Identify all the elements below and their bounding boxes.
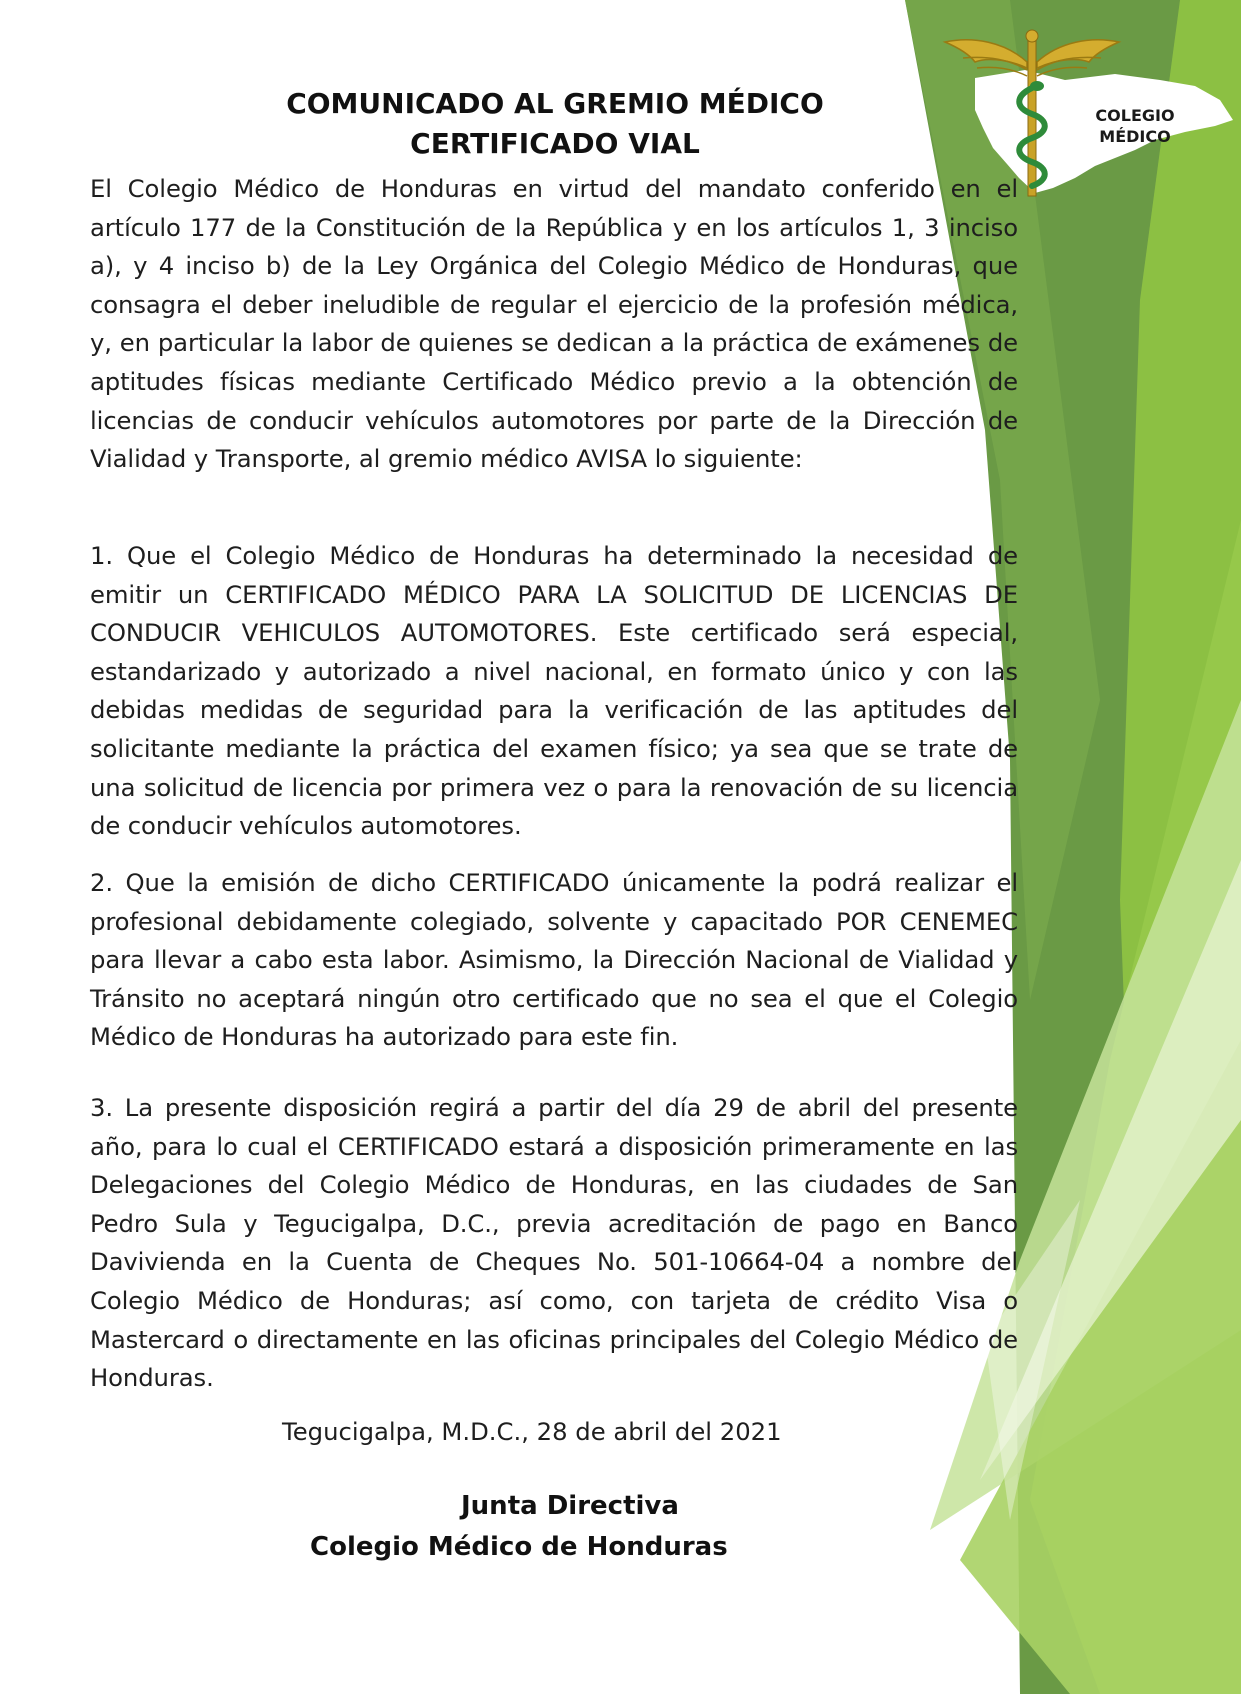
point-2-paragraph: 2. Que la emisión de dicho CERTIFICADO únicamente la podrá realizar el profesional debidamente colegiado, solvente y capacitado POR CENEMEC para llevar a cabo esta labor. Asimismo, la Dirección Nacional de Vialidad y Tránsito no aceptará ningún otro certificado que no sea el que el Colegio Médico de Honduras ha autorizado para este fin. bbox=[90, 868, 1018, 1052]
page-subtitle: CERTIFICADO VIAL bbox=[410, 127, 700, 160]
signature-organization: Colegio Médico de Honduras bbox=[310, 1532, 728, 1562]
point-1-paragraph: 1. Que el Colegio Médico de Honduras ha determinado la necesidad de emitir un CERTIFICADO MÉDICO PARA LA SOLICITUD DE LICENCIAS DE CONDUCIR VEHICULOS AUTOMOTORES. Este certificado será especial, estandarizado y autorizado a nivel nacional, en formato único y con las debidas medidas de seguridad para la verificación de las aptitudes del solicitante mediante la práctica del examen físico; ya sea que se trate de una solicitud de licencia por primera vez o para la renovación de su licencia de conducir vehículos automotores. bbox=[90, 541, 1018, 841]
intro-paragraph: El Colegio Médico de Honduras en virtud del mandato conferido en el artículo 177 de la Constitución de la República y en los artículos 1, 3 inciso a), y 4 inciso b) de la Ley Orgánica del Colegio Médico de Honduras, que consagra el deber ineludible de regular el ejercicio de la profesión médica, y, en particular la labor de quienes se dedican a la práctica de exámenes de aptitudes físicas mediante Certificado Médico previo a la obtención de licencias de conducir vehículos automotores por parte de la Dirección de Vialidad y Transporte, al gremio médico AVISA lo siguiente: bbox=[90, 174, 1018, 474]
document-date: Tegucigalpa, M.D.C., 28 de abril del 2021 bbox=[282, 1417, 782, 1446]
point-3-paragraph: 3. La presente disposición regirá a partir del día 29 de abril del presente año, para lo cual el CERTIFICADO estará a disposición primeramente en las Delegaciones del Colegio Médico de Honduras, en las ciudades de San Pedro Sula y Tegucigalpa, D.C., previa acreditación de pago en Banco Davivienda en la Cuenta de Cheques No. 501-10664-04 a nombre del Colegio Médico de Honduras; así como, con tarjeta de crédito Visa o Mastercard o directamente en las oficinas principales del Colegio Médico de Honduras. bbox=[90, 1093, 1018, 1393]
logo-text-line2: MÉDICO bbox=[1099, 127, 1171, 146]
signature-body: Junta Directiva bbox=[461, 1491, 679, 1521]
logo-text-line1: COLEGIO bbox=[1095, 106, 1175, 125]
page-title: COMUNICADO AL GREMIO MÉDICO bbox=[286, 87, 824, 120]
